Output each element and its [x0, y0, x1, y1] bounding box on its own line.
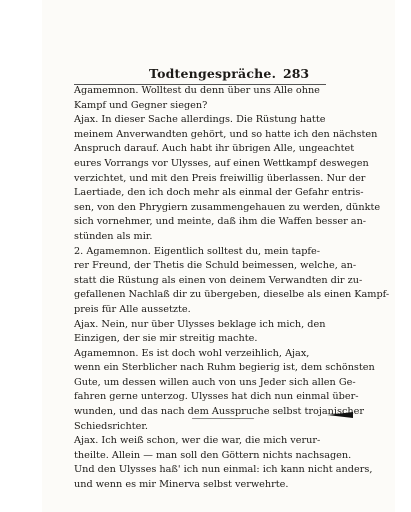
body-text: [74, 84, 390, 493]
text-line: preis für Alle aussetzte.: [74, 303, 191, 315]
text-line: theilte. Allein — man soll den Göttern nichts nachsagen.: [74, 449, 352, 461]
text-line: und wenn es mir Minerva selbst verwehrte.: [74, 479, 289, 491]
text-line: Gute, um dessen willen auch von uns Jeder sich allen Ge-: [74, 376, 356, 388]
page-edge-mark: [327, 412, 353, 418]
text-line: 2. Agamemnon. Eigentlich solltest du, mein tapfe-: [74, 245, 321, 257]
text-line: fahren gerne unterzog. Ulysses hat dich nun einmal über-: [74, 391, 359, 403]
text-line: Kampf und Gegner siegen?: [74, 99, 208, 111]
text-line: Ajax. In dieser Sache allerdings. Die Rüstung hatte: [74, 114, 326, 126]
text-line: Agamemnon. Wolltest du denn über uns Alle ohne: [74, 85, 320, 96]
text-line: Laertiade, den ich doch mehr als einmal der Gefahr entris-: [74, 187, 364, 199]
text-line: Ajax. Nein, nur über Ulysses beklage ich mich, den: [74, 318, 326, 330]
text-line: rer Freund, der Thetis die Schuld beimessen, welche, an-: [74, 260, 357, 272]
text-line: statt die Rüstung als einen von deinem Verwandten dir zu-: [74, 274, 363, 286]
text-line: sich vornehmer, und meinte, daß ihm die Waffen besser an-: [74, 216, 367, 228]
text-line: stünden als mir.: [74, 230, 153, 242]
text-line: wunden, und das nach dem Ausspruche selbst trojanischer: [74, 406, 364, 418]
text-line: wenn ein Sterblicher nach Ruhm begierig ist, dem schönsten: [74, 362, 375, 374]
text-line: Einzigen, der sie mir streitig machte.: [74, 333, 258, 345]
text-line: Ajax. Ich weiß schon, wer die war, die mich verur-: [74, 435, 321, 447]
text-line: verzichtet, und mit den Preis freiwillig überlassen. Nur der: [74, 172, 366, 184]
text-line: Und den Ulysses haß' ich nun einmal: ich kann nicht anders,: [74, 464, 373, 476]
running-header: Todtengespräche.: [149, 66, 277, 81]
text-line: eures Vorrangs vor Ulysses, auf einen Wettkampf deswegen: [74, 157, 369, 169]
text-line: gefallenen Nachlaß dir zu übergeben, dieselbe als einen Kampf-: [74, 289, 390, 301]
text-line: Anspruch darauf. Auch habt ihr übrigen Alle, ungeachtet: [74, 143, 355, 155]
page-number: 283: [283, 66, 310, 81]
text-line: sen, von den Phrygiern zusammengehauen zu werden, dünkte: [74, 201, 381, 213]
text-line: meinem Anverwandten gehört, und so hatte ich den nächsten: [74, 128, 378, 140]
text-underline: [192, 418, 254, 419]
text-line: Schiedsrichter.: [74, 420, 148, 432]
text-line: Agamemnon. Es ist doch wohl verzeihlich, Ajax,: [74, 347, 310, 359]
